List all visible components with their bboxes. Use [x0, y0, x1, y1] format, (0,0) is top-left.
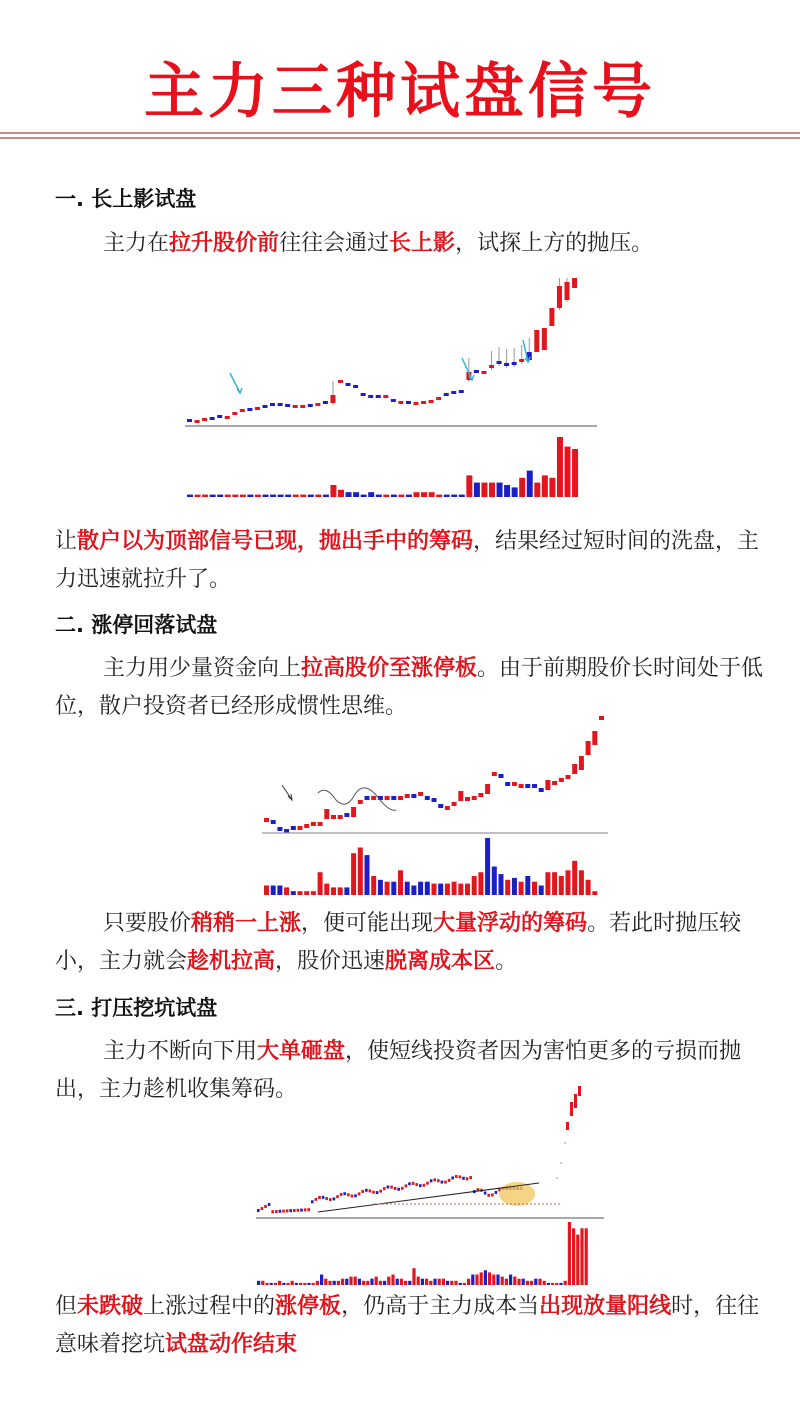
- chart-pit-dig: [254, 1082, 610, 1287]
- chart-limit-up-pullback: [258, 700, 608, 900]
- body-text: 。由于前期股价长时间处于低位，散户投资者已经形成惯性思维。: [55, 656, 764, 719]
- highlighted-text: 拉升股价前: [169, 231, 280, 256]
- body-text: 让: [55, 529, 78, 554]
- title-divider-top: [0, 132, 800, 134]
- highlighted-text: 趁机拉高: [187, 949, 276, 974]
- highlighted-text: 出现放量阳线: [539, 1294, 672, 1319]
- title-divider-bottom: [0, 137, 800, 139]
- section-heading-3: 三. 打压挖坑试盘: [55, 996, 218, 1020]
- highlighted-text: 脱离成本区: [385, 949, 496, 974]
- body-text: 主力不断向下用: [103, 1039, 258, 1064]
- highlighted-text: 涨停板: [275, 1294, 342, 1319]
- highlighted-text: 稍稍一上涨: [191, 911, 302, 936]
- body-text: ，结果经过短时间的洗盘，主力迅速就拉升了。: [55, 529, 760, 592]
- highlighted-text: 试盘动作结束: [165, 1332, 298, 1357]
- body-text: 往往会通过: [279, 231, 390, 256]
- body-text: 主力用少量资金向上: [103, 656, 302, 681]
- body-text: 。若此时抛压较小，主力就会: [55, 911, 742, 974]
- body-text: 主力在: [103, 231, 170, 256]
- page-title: 主力三种试盘信号: [144, 57, 656, 127]
- body-text: ，便可能出现: [301, 911, 434, 936]
- body-text: ，仍高于主力成本当: [341, 1294, 540, 1319]
- body-text: 。: [495, 949, 518, 974]
- highlighted-text: 长上影: [389, 231, 456, 256]
- section-2-explanation: [55, 905, 775, 981]
- section-heading-2: 二. 涨停回落试盘: [55, 613, 218, 637]
- highlighted-text: 大单砸盘: [257, 1039, 346, 1064]
- section-3-explanation: [55, 1288, 775, 1364]
- highlighted-text: 大量浮动的筹码: [433, 911, 588, 936]
- body-text: 只要股价: [103, 911, 192, 936]
- body-text: 时，往往意味着挖坑: [55, 1294, 760, 1357]
- highlighted-text: 散户以为顶部信号已现，抛出手中的筹码: [77, 529, 474, 554]
- body-text: ，试探上方的抛压。: [455, 231, 654, 256]
- body-text: 但: [55, 1294, 78, 1319]
- body-text: 上涨过程中的: [143, 1294, 276, 1319]
- body-text: ，股价迅速: [275, 949, 386, 974]
- highlighted-text: 拉高股价至涨停板: [301, 656, 478, 681]
- section-1-intro: [55, 225, 775, 263]
- body-text: ，使短线投资者因为害怕更多的亏损而抛出，主力趁机收集筹码。: [55, 1039, 742, 1102]
- highlighted-text: 未跌破: [77, 1294, 144, 1319]
- chart-long-upper-shadow: [185, 278, 605, 503]
- section-heading-1: 一. 长上影试盘: [55, 187, 197, 211]
- section-1-explanation: [55, 523, 775, 599]
